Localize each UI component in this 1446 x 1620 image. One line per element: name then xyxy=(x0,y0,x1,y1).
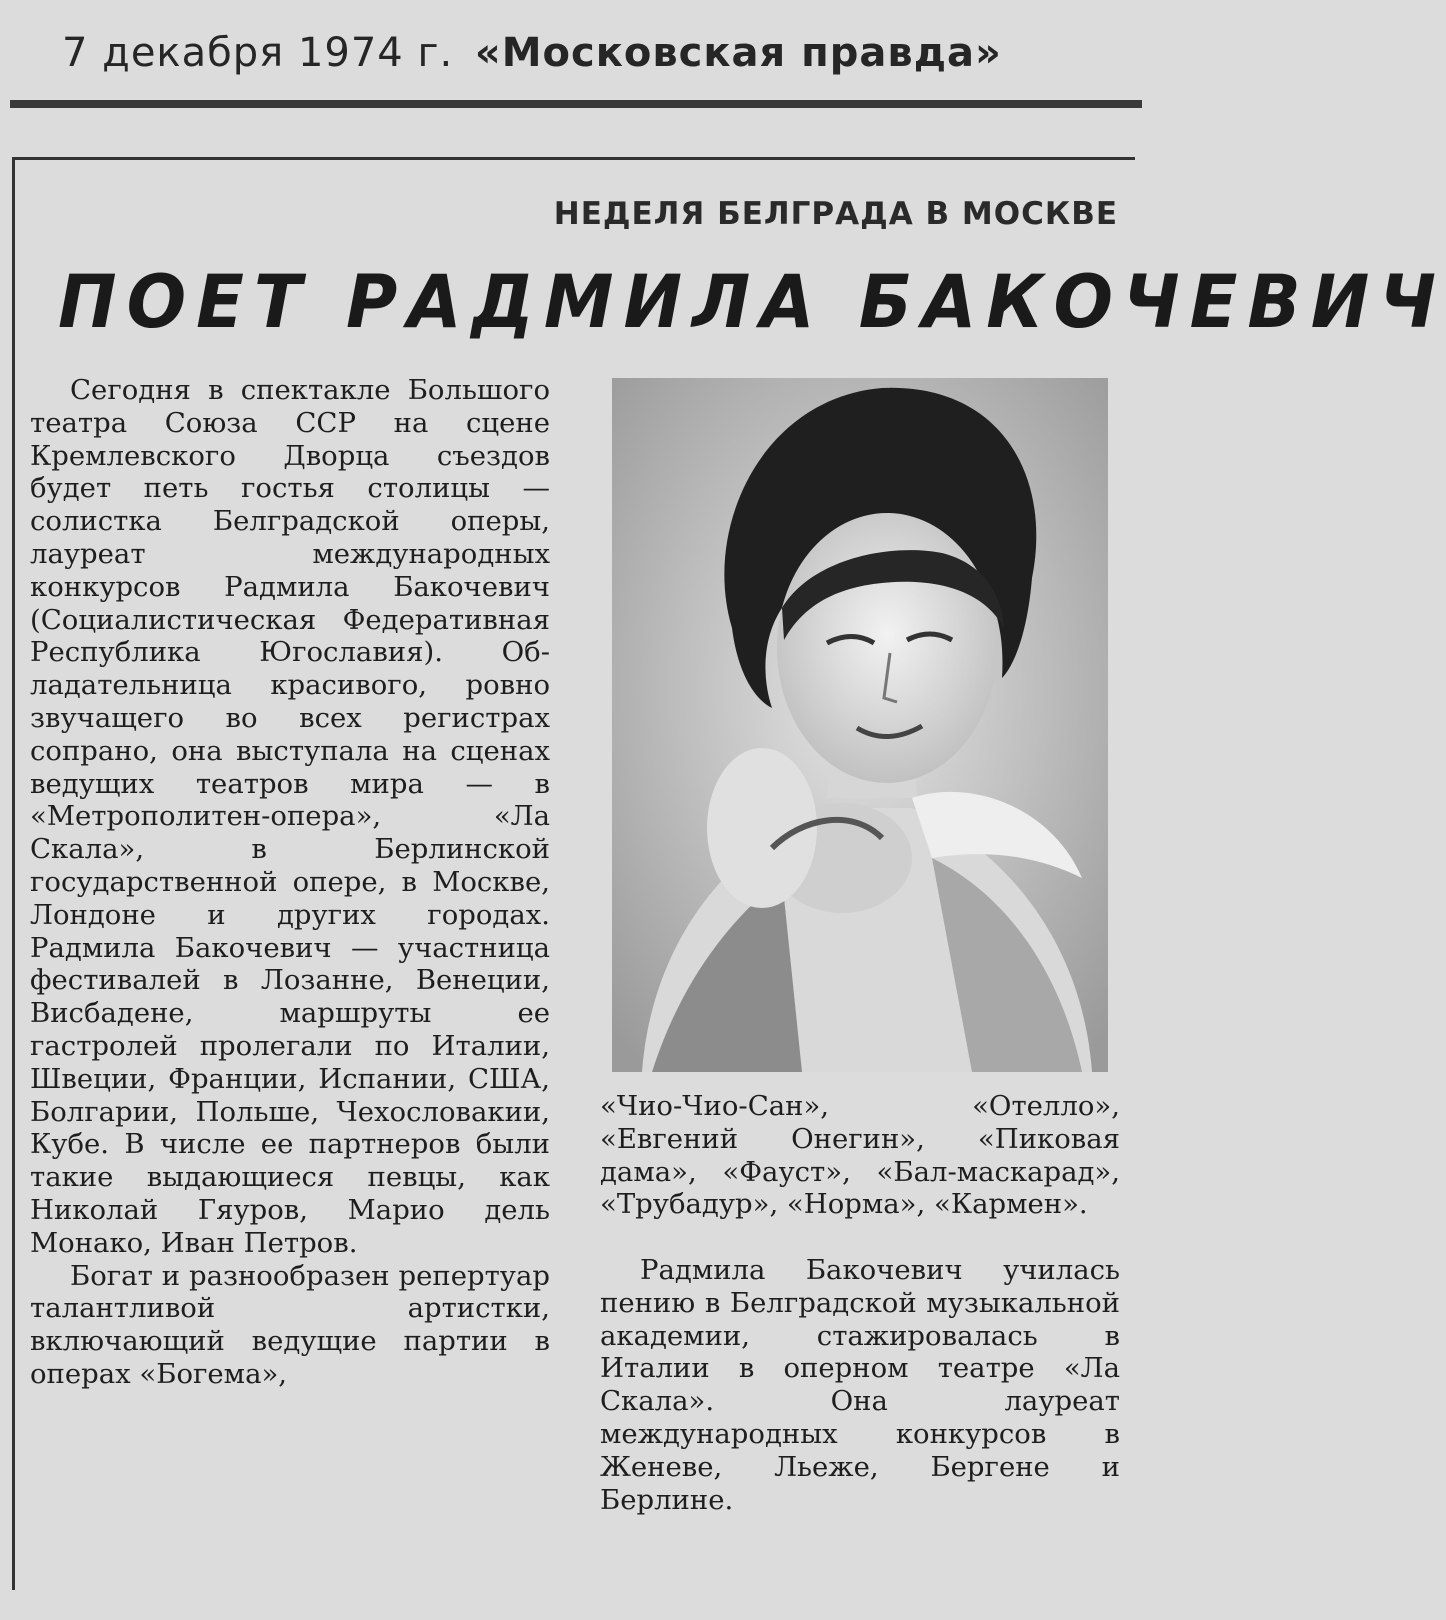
newspaper-name: «Московская правда» xyxy=(474,30,1002,76)
article-paragraph-2-continued: «Чио-Чио-Сан», «Отелло», «Евгений Онегин», «Пиковая дама», «Фауст», «Бал-маскарад», «Трубадур», «Норма», «Кармен». xyxy=(600,1090,1120,1221)
article-right-column xyxy=(600,1254,1120,1516)
article-paragraph-3: Радмила Бакочевич училась пению в Белградской музыкальной академии, стажировалась в Италии в оперном театре «Ла Скала». Она лауреат международных конкурсов в Женеве, Льеже, Бергене и Берлине. xyxy=(600,1254,1120,1516)
article-paragraph-2: Богат и разнообразен репертуар талантливой артистки, включающий ведущие партии в операх «Богема», xyxy=(30,1259,550,1390)
article-headline: ПОЕТ РАДМИЛА БАКОЧЕВИЧ xyxy=(58,258,1446,346)
issue-date: 7 декабря 1974 г. xyxy=(62,30,454,76)
article-paragraph-1: Сегодня в спектакле Большого театра Союза ССР на сцене Кремлевского Дворца съездов будет петь гостья столицы — солистка Белградской оперы, лауреат международных конкурсов Радмила Бакочевич (Социалистическая Федеративная Республика Югославия). Обладательница красивого, ровно звучащего во всех регистрах сопрано, она выступала на сценах ведущих театров мира — в «Метрополитен-опера», «Ла Скала», в Берлинской государственной опере, в Москве, Лондоне и других городах. Радмила Бакочевич — участница фестивалей в Лозанне, Венеции, Висбадене, маршруты ее гастролей пролегали по Италии, Швеции, Франции, Испании, США, Болгарии, Польше, Чехословакии, Кубе. В числе ее партнеров были такие выдающиеся певцы, как Николай Гяуров, Марио дель Монако, Иван Петров. xyxy=(30,374,550,1259)
article-right-column-continuation xyxy=(600,1090,1120,1221)
masthead xyxy=(62,30,1132,90)
article-rubric: НЕДЕЛЯ БЕЛГРАДА В МОСКВЕ xyxy=(553,196,1118,232)
singer-portrait-photo xyxy=(612,378,1108,1072)
article-left-column xyxy=(30,374,550,1391)
masthead-rule xyxy=(10,100,1142,108)
